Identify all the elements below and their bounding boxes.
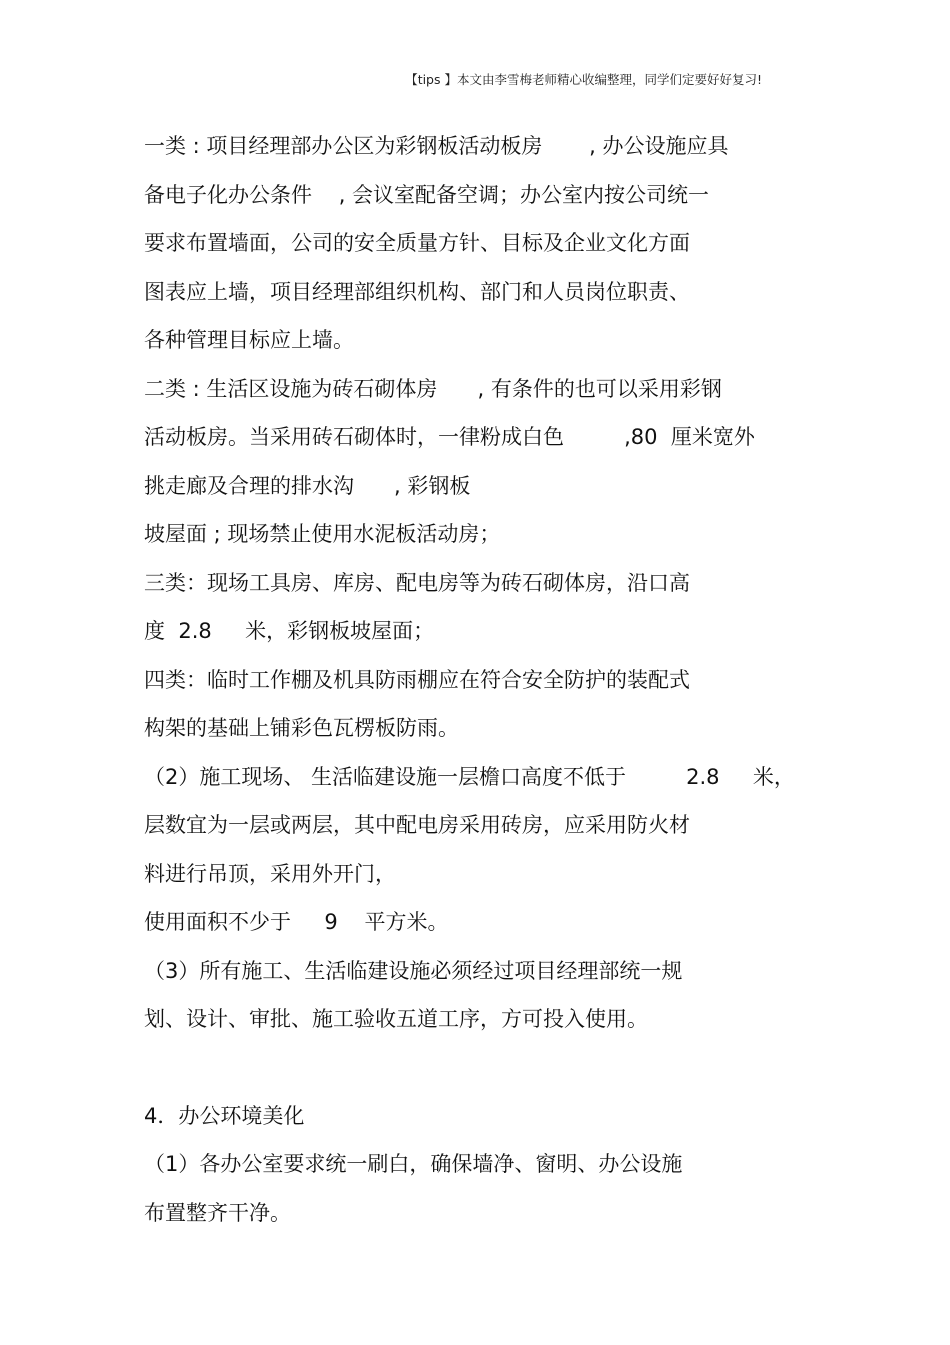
text-line: 要求布置墙面，公司的安全质量方针、目标及企业文化方面 <box>144 231 690 255</box>
text-line: 布置整齐干净。 <box>144 1200 291 1225</box>
text-line: （1）各办公室要求统一刷白，确保墙净、窗明、办公设施 <box>144 1152 683 1176</box>
text-line: 划、设计、审批、施工验收五道工序，方可投入使用。 <box>144 1007 648 1031</box>
text-line: 料进行吊顶，采用外开门， <box>144 861 396 886</box>
text-line: 挑走廊及合理的排水沟 , 彩钢板 <box>144 473 471 498</box>
document-body <box>144 128 824 1243</box>
text-line: 备电子化办公条件 , 会议室配备空调；办公室内按公司统一 <box>144 182 710 207</box>
text-line: 二类 : 生活区设施为砖石砌体房 , 有条件的也可以采用彩钢 <box>144 376 722 401</box>
section-heading: 4．办公环境美化 <box>144 1103 305 1128</box>
text-line: 使用面积不少于 9 平方米。 <box>144 910 449 934</box>
text-line: 三类：现场工具房、库房、配电房等为砖石砌体房，沿口高 <box>144 570 690 595</box>
text-line: 图表应上墙，项目经理部组织机构、部门和人员岗位职责、 <box>144 279 690 304</box>
header-tip-note: 【tips 】本文由李雪梅老师精心收编整理，同学们定要好好复习! <box>405 72 762 87</box>
text-line: （2）施工现场、 生活临建设施一层檐口高度不低于 2.8 米， <box>144 764 795 789</box>
paragraph-gap <box>144 1050 824 1098</box>
text-line: 一类 : 项目经理部办公区为彩钢板活动板房 , 办公设施应具 <box>144 134 729 158</box>
text-line: （3）所有施工、生活临建设施必须经过项目经理部统一规 <box>144 958 683 983</box>
text-line: 构架的基础上铺彩色瓦楞板防雨。 <box>144 716 459 740</box>
text-line: 活动板房。当采用砖石砌体时，一律粉成白色 ,80 厘米宽外 <box>144 425 755 449</box>
text-line: 坡屋面 ; 现场禁止使用水泥板活动房； <box>144 522 501 546</box>
text-line: 度 2.8 米，彩钢板坡屋面； <box>144 619 435 643</box>
text-line: 各种管理目标应上墙。 <box>144 328 354 352</box>
text-line: 层数宜为一层或两层，其中配电房采用砖房，应采用防火材 <box>144 813 690 837</box>
text-line: 四类：临时工作棚及机具防雨棚应在符合安全防护的装配式 <box>144 667 690 692</box>
